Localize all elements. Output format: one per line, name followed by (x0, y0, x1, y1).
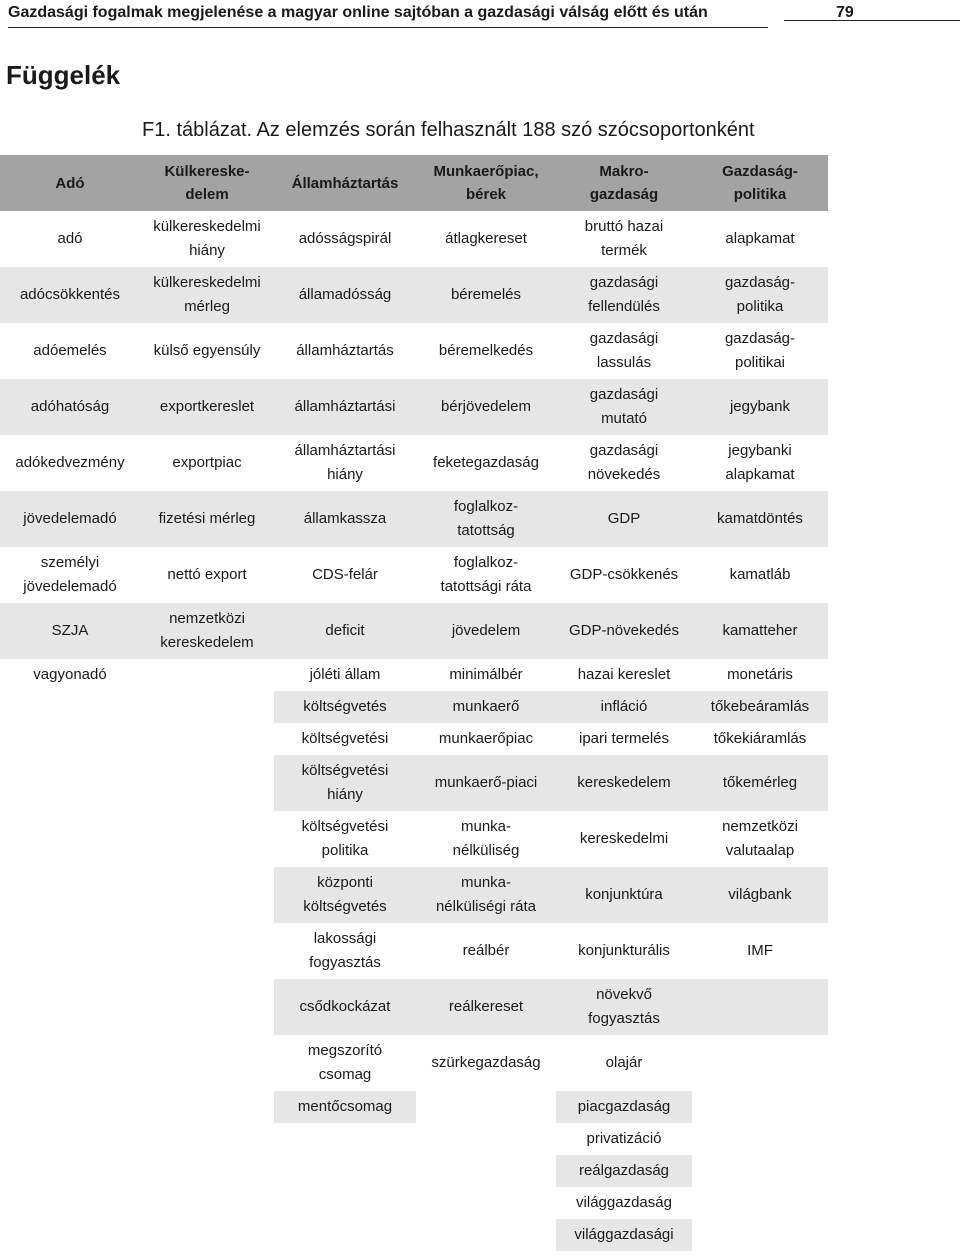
table-cell: exportpiac (140, 435, 274, 491)
table-cell: államháztartás (274, 323, 416, 379)
table-cell (0, 1035, 140, 1091)
table-cell (416, 1187, 556, 1219)
table-cell (0, 723, 140, 755)
table-cell: gazdasági fellendülés (556, 267, 692, 323)
table-cell (692, 1155, 828, 1187)
table-cell: IMF (692, 923, 828, 979)
table-cell (692, 1035, 828, 1091)
table-row (0, 1123, 828, 1155)
table-row (0, 811, 828, 867)
table-cell: reálbér (416, 923, 556, 979)
table-cell (140, 1035, 274, 1091)
table-row (0, 755, 828, 811)
table-cell: lakossági fogyasztás (274, 923, 416, 979)
table-cell: adóemelés (0, 323, 140, 379)
table-cell: jegybank (692, 379, 828, 435)
table-cell: CDS-felár (274, 547, 416, 603)
table-cell: adókedvezmény (0, 435, 140, 491)
table-header-row (0, 155, 828, 211)
table-cell: munka- nélküliségi ráta (416, 867, 556, 923)
table-cell: GDP (556, 491, 692, 547)
table-cell (274, 1187, 416, 1219)
table-cell: jövedelem (416, 603, 556, 659)
table-cell (140, 1123, 274, 1155)
table-cell: hazai kereslet (556, 659, 692, 691)
table-cell (0, 1091, 140, 1123)
table-cell: világgazdaság (556, 1187, 692, 1219)
table-cell: államháztartási hiány (274, 435, 416, 491)
table-cell (692, 1187, 828, 1219)
table-row (0, 323, 828, 379)
table-row (0, 379, 828, 435)
table-cell: jóléti állam (274, 659, 416, 691)
table-cell (140, 1091, 274, 1123)
table-cell: GDP-növekedés (556, 603, 692, 659)
table-cell (140, 1155, 274, 1187)
table-row (0, 867, 828, 923)
table-caption: F1. táblázat. Az elemzés során felhasznált 188 szó szócsoportonként (142, 119, 755, 141)
table-cell (140, 659, 274, 691)
table-cell: foglalkoz- tatottsági ráta (416, 547, 556, 603)
table-cell: alapkamat (692, 211, 828, 267)
page-number-rule (784, 20, 960, 21)
table-cell (140, 867, 274, 923)
table-cell (416, 1091, 556, 1123)
table-row (0, 1091, 828, 1123)
table-cell (140, 723, 274, 755)
table-cell: konjunkturális (556, 923, 692, 979)
table-row (0, 979, 828, 1035)
table-cell: munkaerőpiac (416, 723, 556, 755)
table-cell (274, 1155, 416, 1187)
table-cell: kereskedelmi (556, 811, 692, 867)
header-rule (8, 27, 768, 28)
table-cell: jegybanki alapkamat (692, 435, 828, 491)
table-cell: növekvő fogyasztás (556, 979, 692, 1035)
table-cell: béremelkedés (416, 323, 556, 379)
table-cell (0, 923, 140, 979)
page-number: 79 (836, 4, 854, 21)
table-cell: külkereskedelmi hiány (140, 211, 274, 267)
table-cell: világbank (692, 867, 828, 923)
table-cell: átlagkereset (416, 211, 556, 267)
running-title: Gazdasági fogalmak megjelenése a magyar online sajtóban a gazdasági válság előtt és után (8, 4, 708, 21)
table-cell: megszorító csomag (274, 1035, 416, 1091)
table-cell: jövedelemadó (0, 491, 140, 547)
table-cell (0, 691, 140, 723)
table-cell: reálgazdaság (556, 1155, 692, 1187)
table-cell: adósságspirál (274, 211, 416, 267)
table-cell: foglalkoz- tatottság (416, 491, 556, 547)
table-cell (692, 979, 828, 1035)
table-body (0, 211, 828, 1251)
table-cell (692, 1091, 828, 1123)
table-cell: feketegazdaság (416, 435, 556, 491)
table-cell: államadósság (274, 267, 416, 323)
table-cell: gazdaság- politikai (692, 323, 828, 379)
table-cell: kamatdöntés (692, 491, 828, 547)
table-cell: vagyonadó (0, 659, 140, 691)
table-cell: privatizáció (556, 1123, 692, 1155)
table-cell: exportkereslet (140, 379, 274, 435)
table-cell (0, 1123, 140, 1155)
table-cell (0, 1155, 140, 1187)
table-cell: adóhatóság (0, 379, 140, 435)
column-header: Makro- gazdaság (556, 155, 692, 211)
table-cell (274, 1219, 416, 1251)
table-cell (140, 979, 274, 1035)
table-cell: kereskedelem (556, 755, 692, 811)
table-cell (274, 1123, 416, 1155)
table-cell (416, 1155, 556, 1187)
table-cell: nemzetközi kereskedelem (140, 603, 274, 659)
table-cell: olajár (556, 1035, 692, 1091)
table-row (0, 491, 828, 547)
table-cell: költségvetési (274, 723, 416, 755)
table-cell: béremelés (416, 267, 556, 323)
table-cell: deficit (274, 603, 416, 659)
table-cell: csődkockázat (274, 979, 416, 1035)
table-row (0, 1219, 828, 1251)
table-cell: gazdasági mutató (556, 379, 692, 435)
table-cell (140, 1187, 274, 1219)
table-row (0, 211, 828, 267)
table-cell (416, 1219, 556, 1251)
table-cell (692, 1123, 828, 1155)
table-cell: SZJA (0, 603, 140, 659)
table-cell: gazdasági lassulás (556, 323, 692, 379)
table-cell (0, 1187, 140, 1219)
table-cell (0, 755, 140, 811)
table-cell: tőkemérleg (692, 755, 828, 811)
table-cell: mentőcsomag (274, 1091, 416, 1123)
column-header: Államháztartás (274, 155, 416, 211)
table-row (0, 1155, 828, 1187)
table-cell: reálkereset (416, 979, 556, 1035)
table-cell (140, 1219, 274, 1251)
table-row (0, 547, 828, 603)
table-cell (692, 1219, 828, 1251)
table-cell: külső egyensúly (140, 323, 274, 379)
table-cell: gazdaság- politika (692, 267, 828, 323)
table-cell: kamatteher (692, 603, 828, 659)
table-cell: államháztartási (274, 379, 416, 435)
table-cell (140, 923, 274, 979)
table-cell (140, 691, 274, 723)
table-cell: piacgazdaság (556, 1091, 692, 1123)
table-cell (0, 811, 140, 867)
table-cell: ipari termelés (556, 723, 692, 755)
table-cell: költségvetési politika (274, 811, 416, 867)
table-cell: munka- nélküliség (416, 811, 556, 867)
table-row (0, 267, 828, 323)
table-cell: költségvetési hiány (274, 755, 416, 811)
table-cell: költségvetés (274, 691, 416, 723)
column-header: Munkaerőpiac, bérek (416, 155, 556, 211)
table-cell: adócsökkentés (0, 267, 140, 323)
table-row (0, 923, 828, 979)
table-cell: tőkekiáramlás (692, 723, 828, 755)
table-row (0, 435, 828, 491)
table-cell: kamatláb (692, 547, 828, 603)
table-row (0, 659, 828, 691)
table-cell: szürkegazdaság (416, 1035, 556, 1091)
table-cell (0, 979, 140, 1035)
column-header: Gazdaság- politika (692, 155, 828, 211)
table-row (0, 1035, 828, 1091)
table-cell: személyi jövedelemadó (0, 547, 140, 603)
table-cell: monetáris (692, 659, 828, 691)
table-cell (0, 1219, 140, 1251)
table-cell (0, 867, 140, 923)
table-cell: konjunktúra (556, 867, 692, 923)
table-cell: világgazdasági (556, 1219, 692, 1251)
table-cell (140, 755, 274, 811)
table-cell: gazdasági növekedés (556, 435, 692, 491)
column-header: Adó (0, 155, 140, 211)
table-cell: munkaerő (416, 691, 556, 723)
table-cell: adó (0, 211, 140, 267)
table-cell (416, 1123, 556, 1155)
table-row (0, 1187, 828, 1219)
table-cell: államkassza (274, 491, 416, 547)
table-cell: bruttó hazai termék (556, 211, 692, 267)
table-cell (140, 811, 274, 867)
table-cell: GDP-csökkenés (556, 547, 692, 603)
table-cell: bérjövedelem (416, 379, 556, 435)
table-cell: központi költségvetés (274, 867, 416, 923)
table-cell: fizetési mérleg (140, 491, 274, 547)
table-row (0, 691, 828, 723)
table-cell: tőkebeáramlás (692, 691, 828, 723)
table-row (0, 723, 828, 755)
table-cell: minimálbér (416, 659, 556, 691)
table-cell: nemzetközi valutaalap (692, 811, 828, 867)
table-cell: infláció (556, 691, 692, 723)
word-group-table (0, 155, 828, 1251)
column-header: Külkereske- delem (140, 155, 274, 211)
section-title: Függelék (6, 60, 121, 90)
table-cell: munkaerő-piaci (416, 755, 556, 811)
table-cell: külkereskedelmi mérleg (140, 267, 274, 323)
table-row (0, 603, 828, 659)
table-cell: nettó export (140, 547, 274, 603)
